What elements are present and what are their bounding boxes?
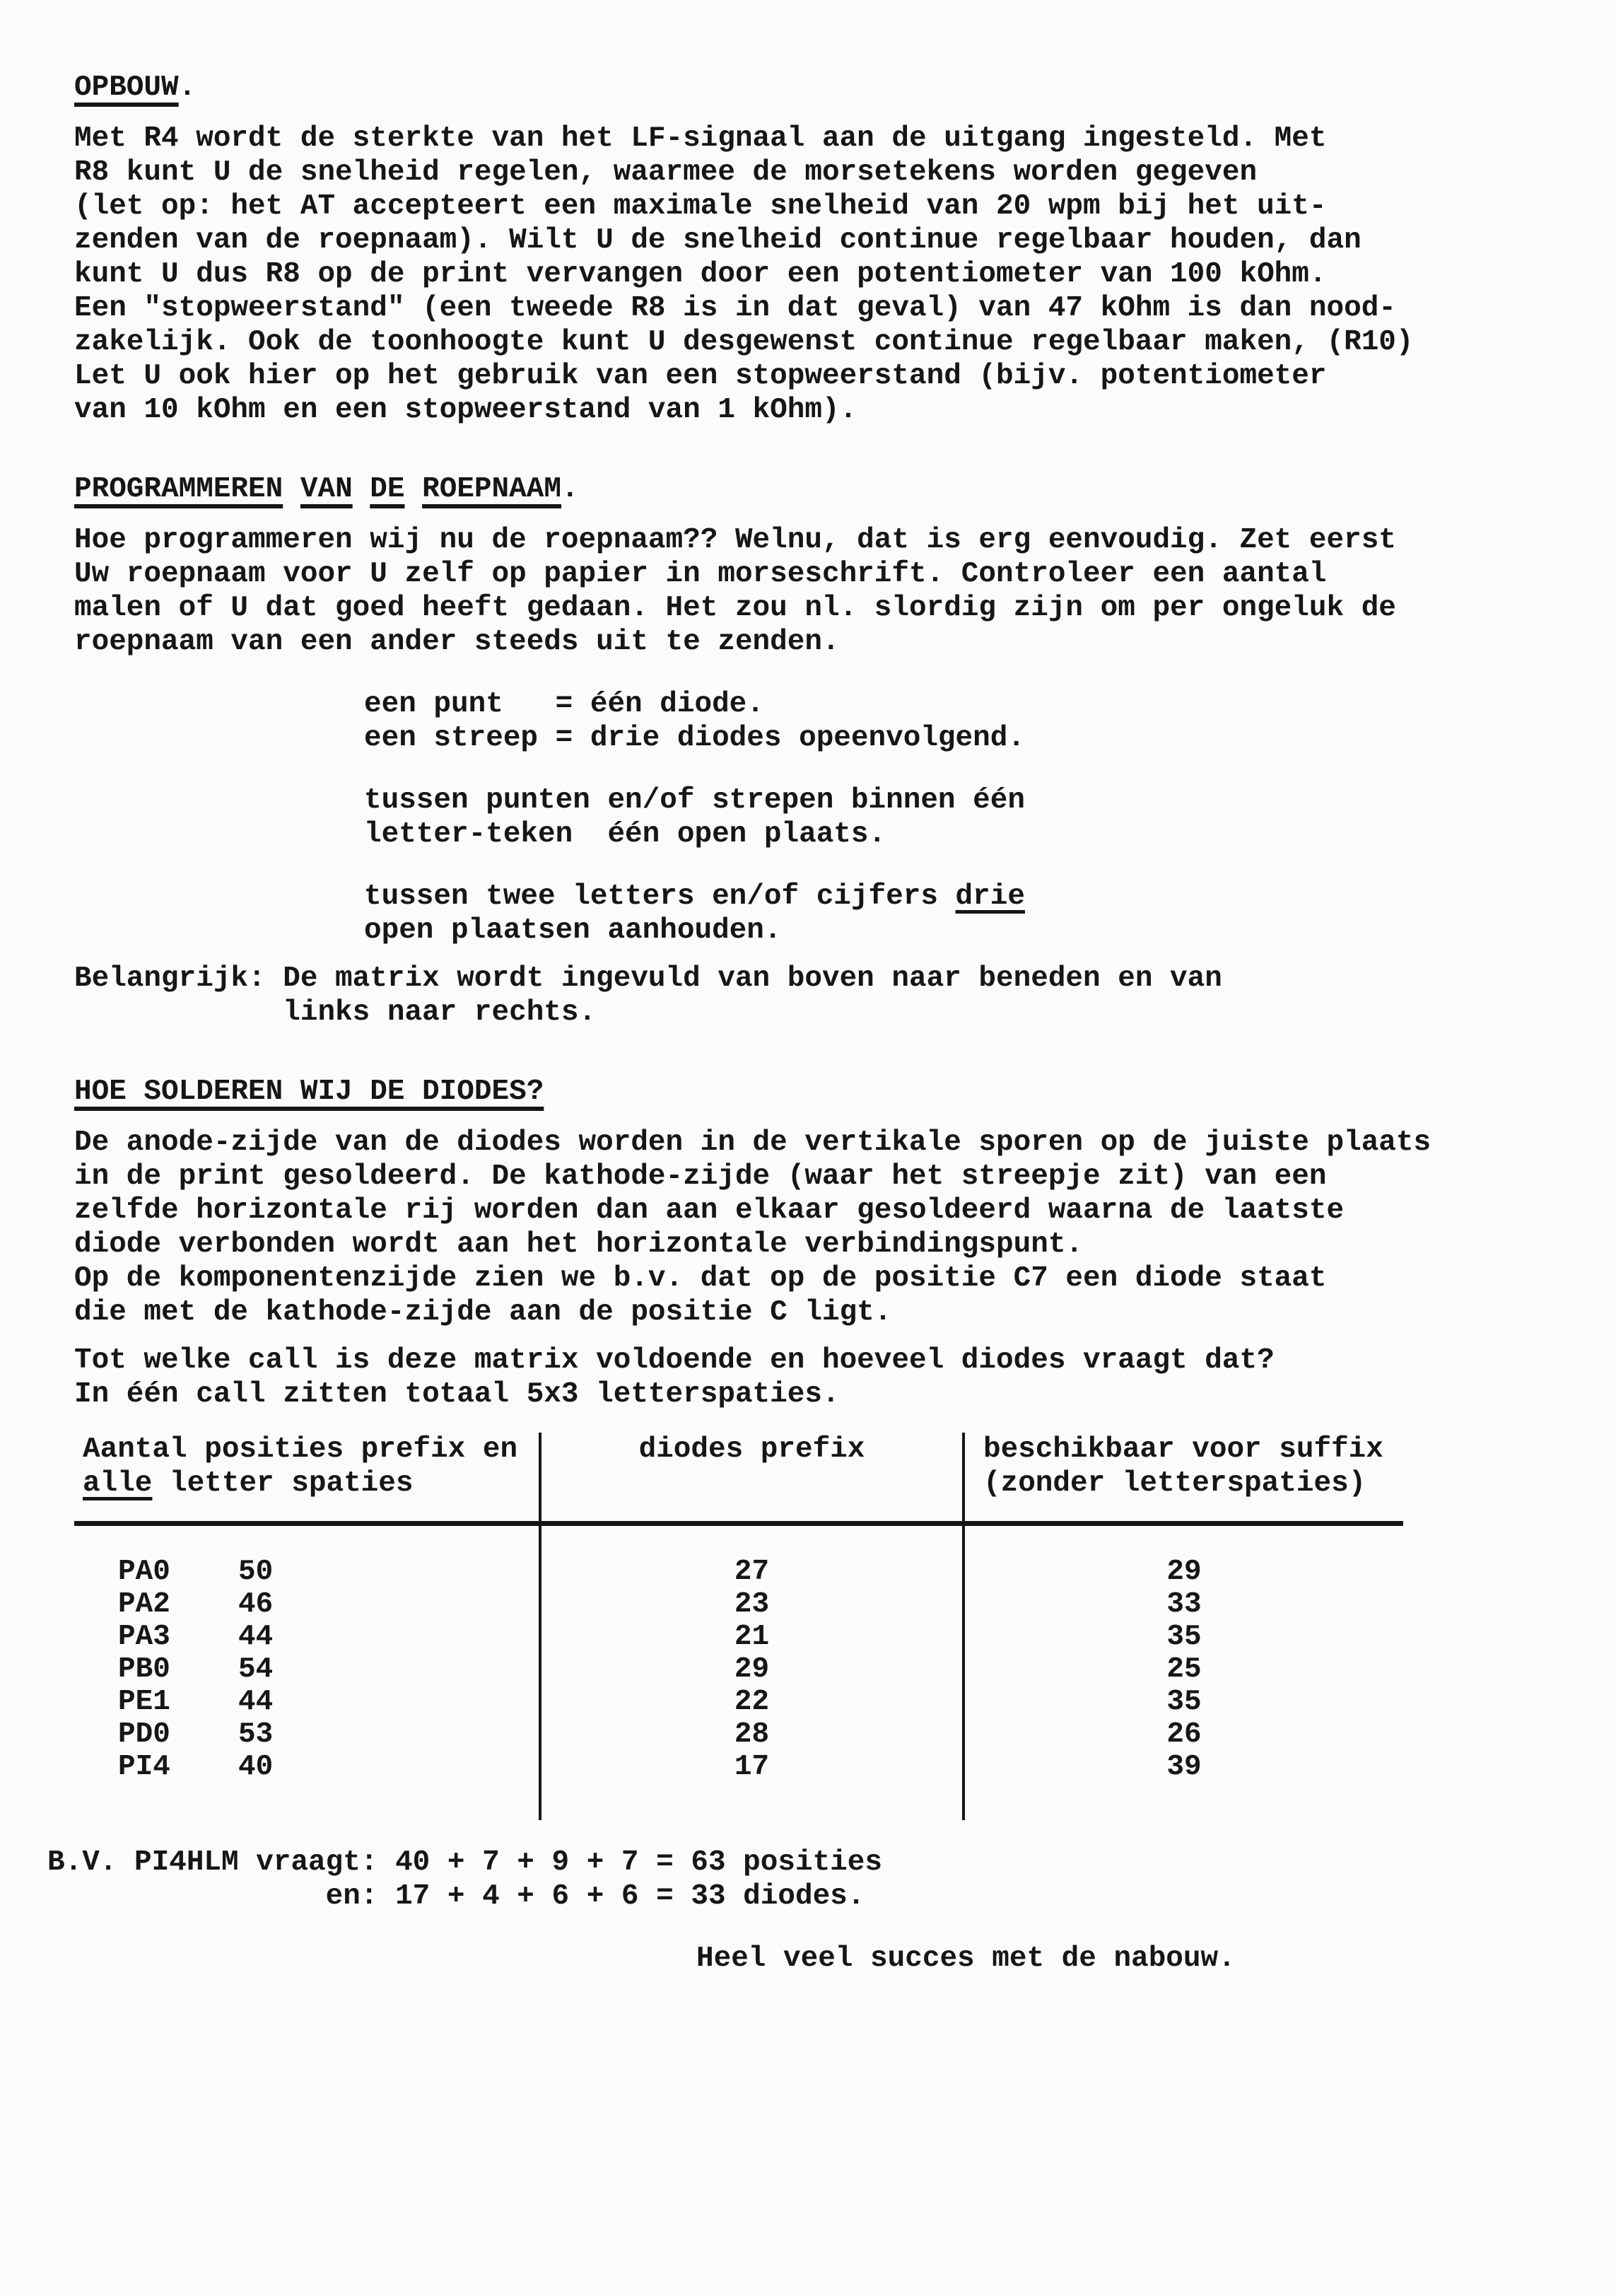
table-cell-posities: 44 xyxy=(238,1686,274,1718)
paragraph xyxy=(74,1344,1588,1411)
underlined-text: drie xyxy=(955,880,1025,913)
paragraph xyxy=(74,1942,1588,1976)
table-row xyxy=(74,1556,539,1588)
heading-line xyxy=(74,1075,1588,1109)
text-line: R8 kunt U de snelheid regelen, waarmee de morsetekens worden gegeven xyxy=(74,156,1258,189)
heading-line: PROGRAMMEREN VAN DE ROEPNAAM. xyxy=(74,473,579,506)
table-cell-suffix: 29 xyxy=(1166,1556,1202,1588)
underlined-text: ROEPNAAM xyxy=(422,473,561,506)
paragraph xyxy=(74,880,1588,948)
text-line: Tot welke call is deze matrix voldoende en hoeveel diodes vraagt dat? xyxy=(74,1344,1275,1377)
text-line: van 10 kOhm en een stopweerstand van 1 kOhm). xyxy=(74,394,857,426)
text-line: een streep = drie diodes opeenvolgend. xyxy=(364,722,1025,754)
text-line: Met R4 wordt de sterkte van het LF-signaal aan de uitgang ingesteld. Met xyxy=(74,122,1327,155)
table-cell-posities: 40 xyxy=(238,1751,274,1783)
text-line: diode verbonden wordt aan het horizontale verbindingspunt. xyxy=(74,1228,1084,1261)
table-column-header xyxy=(74,1433,539,1526)
paragraph xyxy=(47,1846,1588,1913)
paragraph xyxy=(74,962,1588,1030)
table-header-line: diodes prefix xyxy=(638,1433,865,1466)
text-line: een punt = één diode. xyxy=(364,688,764,721)
section-heading xyxy=(74,71,1588,105)
table-cell-suffix: 33 xyxy=(1166,1588,1202,1621)
table-cell-posities: 54 xyxy=(238,1653,274,1686)
text-line: tussen punten en/of strepen binnen één xyxy=(364,784,1025,817)
table-cell-call: PA0 xyxy=(118,1556,170,1588)
table-row xyxy=(74,1621,539,1653)
table-row xyxy=(74,1718,539,1751)
section-heading xyxy=(74,472,1588,506)
table-cell-diodes-prefix: 28 xyxy=(734,1718,770,1751)
underlined-text: OPBOUW xyxy=(74,71,179,104)
table-cell-call: PB0 xyxy=(118,1653,170,1686)
paragraph xyxy=(74,1126,1588,1329)
text-line: in de print gesoldeerd. De kathode-zijde (waar het streepje zit) van een xyxy=(74,1160,1327,1193)
table-column-body xyxy=(965,1526,1403,1820)
table-column-header xyxy=(965,1433,1403,1526)
paragraph xyxy=(74,122,1588,427)
table-cell-call: PA2 xyxy=(118,1588,170,1621)
table-cell-call: PI4 xyxy=(118,1751,170,1783)
text-line: en: 17 + 4 + 6 + 6 = 33 diodes. xyxy=(47,1880,865,1913)
underlined-text: VAN xyxy=(300,473,353,506)
table-column-body xyxy=(541,1526,962,1820)
section-heading xyxy=(74,1075,1588,1109)
table-cell-diodes-prefix: 23 xyxy=(734,1588,770,1621)
table-cell-posities: 44 xyxy=(238,1621,274,1653)
text-line: In één call zitten totaal 5x3 letterspaties. xyxy=(74,1378,840,1411)
text-line: open plaatsen aanhouden. xyxy=(364,914,782,947)
paragraph xyxy=(74,523,1588,659)
text-line: zakelijk. Ook de toonhoogte kunt U desgewenst continue regelbaar maken, (R10) xyxy=(74,326,1414,359)
text-line: Belangrijk: De matrix wordt ingevuld van boven naar beneden en van xyxy=(74,962,1222,995)
table-cell-posities: 46 xyxy=(238,1588,274,1621)
text-line: zelfde horizontale rij worden dan aan elkaar gesoldeerd waarna de laatste xyxy=(74,1194,1345,1227)
table-header-line: Aantal posities prefix en xyxy=(83,1433,518,1466)
table-cell-posities: 53 xyxy=(238,1718,274,1751)
text-line: Uw roepnaam voor U zelf op papier in morseschrift. Controleer een aantal xyxy=(74,558,1327,590)
table-header-line: (zonder letterspaties) xyxy=(983,1467,1366,1500)
table-cell-diodes-prefix: 17 xyxy=(734,1751,770,1783)
table-cell-diodes-prefix: 29 xyxy=(734,1653,770,1686)
text-line: links naar rechts. xyxy=(74,996,597,1029)
table-cell-call: PD0 xyxy=(118,1718,170,1751)
table-column xyxy=(74,1433,539,1820)
table-cell-suffix: 39 xyxy=(1166,1751,1202,1783)
text-line: Let U ook hier op het gebruik van een stopweerstand (bijv. potentiometer xyxy=(74,360,1327,392)
underlined-text: DE xyxy=(370,473,405,506)
table-cell-suffix: 35 xyxy=(1166,1686,1202,1718)
table-row xyxy=(74,1588,539,1621)
table-cell-call: PE1 xyxy=(118,1686,170,1718)
text-line: roepnaam van een ander steeds uit te zenden. xyxy=(74,626,840,658)
table-column xyxy=(962,1433,1403,1820)
table-cell-posities: 50 xyxy=(238,1556,274,1588)
table-row xyxy=(74,1653,539,1686)
table-cell-diodes-prefix: 21 xyxy=(734,1621,770,1653)
table-column-body xyxy=(74,1526,539,1820)
underlined-text: alle xyxy=(83,1467,153,1500)
table-header-line: beschikbaar voor suffix xyxy=(983,1433,1383,1466)
table-cell-diodes-prefix: 22 xyxy=(734,1686,770,1718)
heading-line: OPBOUW. xyxy=(74,71,197,104)
table-cell-suffix: 26 xyxy=(1166,1718,1202,1751)
text-line: zenden van de roepnaam). Wilt U de snelheid continue regelbaar houden, dan xyxy=(74,224,1362,257)
text-line: die met de kathode-zijde aan de positie C ligt. xyxy=(74,1296,892,1329)
text-line: De anode-zijde van de diodes worden in de vertikale sporen op de juiste plaats xyxy=(74,1126,1431,1159)
paragraph xyxy=(74,687,1588,755)
underlined-text: PROGRAMMEREN xyxy=(74,473,283,506)
table-header-line: alle letter spaties xyxy=(83,1467,414,1500)
underlined-text: HOE SOLDEREN WIJ DE DIODES? xyxy=(74,1076,544,1108)
text-line: Hoe programmeren wij nu de roepnaam?? Welnu, dat is erg eenvoudig. Zet eerst xyxy=(74,524,1396,556)
table-cell-suffix: 25 xyxy=(1166,1653,1202,1686)
text-line: Een "stopweerstand" (een tweede R8 is in dat geval) van 47 kOhm is dan nood- xyxy=(74,292,1396,325)
table-cell-suffix: 35 xyxy=(1166,1621,1202,1653)
table-cell-call: PA3 xyxy=(118,1621,170,1653)
text-line: (let op: het AT accepteert een maximale snelheid van 20 wpm bij het uit- xyxy=(74,190,1327,223)
paragraph xyxy=(74,783,1588,851)
table-cell-diodes-prefix: 27 xyxy=(734,1556,770,1588)
table-column-header xyxy=(541,1433,962,1526)
text-line: letter-teken één open plaats. xyxy=(364,818,886,851)
text-line: kunt U dus R8 op de print vervangen door een potentiometer van 100 kOhm. xyxy=(74,258,1327,291)
text-line: tussen twee letters en/of cijfers drie xyxy=(364,880,1025,913)
text-line: malen of U dat goed heeft gedaan. Het zou nl. slordig zijn om per ongeluk de xyxy=(74,592,1396,624)
text-line: B.V. PI4HLM vraagt: 40 + 7 + 9 + 7 = 63 posities xyxy=(47,1846,882,1879)
table-row xyxy=(74,1686,539,1718)
text-line: Heel veel succes met de nabouw. xyxy=(696,1942,1236,1975)
table-column xyxy=(539,1433,962,1820)
text-line: Op de komponentenzijde zien we b.v. dat op de positie C7 een diode staat xyxy=(74,1262,1327,1295)
table-row xyxy=(74,1751,539,1783)
prefix-diodes-table xyxy=(74,1433,1403,1820)
